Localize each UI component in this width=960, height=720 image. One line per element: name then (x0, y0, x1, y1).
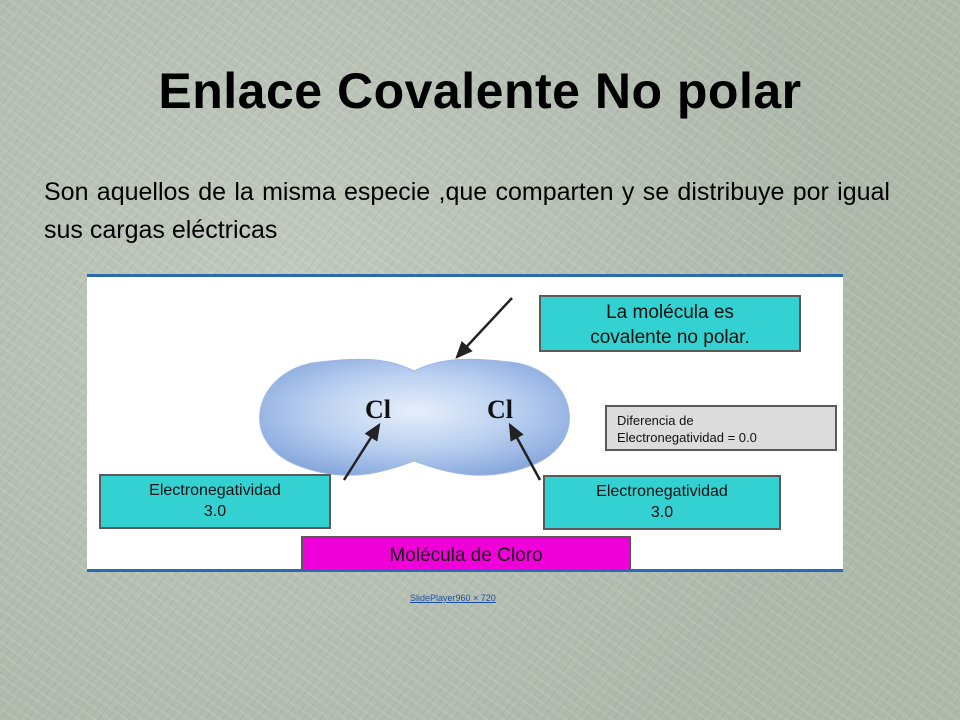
molecule-name-box (301, 536, 631, 572)
left-electronegativity-label: Electronegatividad (149, 482, 281, 499)
electron-cloud (260, 359, 570, 475)
left-electronegativity-box (99, 474, 331, 529)
slide-description: Son aquellos de la misma especie ,que comparten y se distribuye por igual sus cargas eléctricas (44, 178, 890, 244)
source-link[interactable]: SlidePlayer960 × 720 (410, 593, 496, 603)
right-electronegativity-value: 3.0 (650, 504, 674, 521)
atom-cl-right: Cl (487, 395, 513, 424)
electronegativity-difference-box (605, 405, 837, 451)
molecule-name-label: Molécula de Cloro (389, 545, 543, 566)
covalent-label-line1: La molécula es (606, 302, 734, 323)
atom-cl-left: Cl (365, 395, 391, 424)
right-electronegativity-label: Electronegatividad (596, 483, 728, 500)
chlorine-molecule-diagram (87, 274, 843, 572)
covalent-label-box (539, 295, 801, 352)
difference-line2: Electronegatividad = 0.0 (617, 430, 757, 445)
covalent-label-line2: covalente no polar. (590, 327, 750, 348)
left-electronegativity-value: 3.0 (203, 503, 227, 520)
slide-title: Enlace Covalente No polar (158, 63, 802, 119)
right-electronegativity-box (543, 475, 781, 530)
difference-line1: Diferencia de (617, 413, 694, 428)
arrow-to-molecule (457, 298, 512, 357)
